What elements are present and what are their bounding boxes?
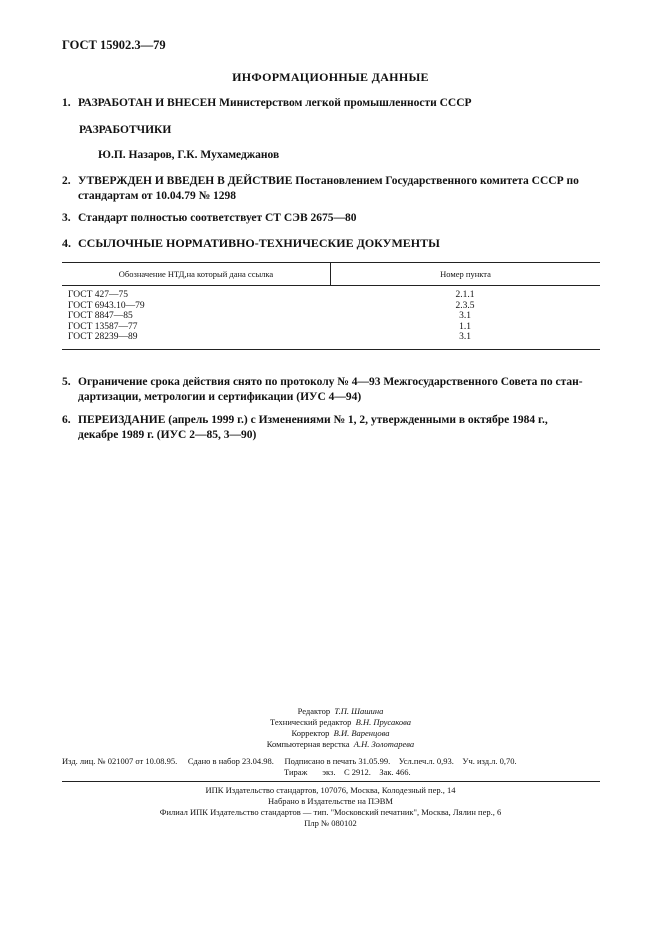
section-2 <box>62 174 602 204</box>
publisher-line: Набрано в Издательстве на ПЭВМ <box>268 796 393 806</box>
section-6-heading: ПЕРЕИЗДАНИЕ <box>78 414 166 426</box>
reference-table <box>62 262 600 350</box>
section-6 <box>62 413 602 443</box>
section-2-number: 2. <box>62 175 71 187</box>
section-4-text: ССЫЛОЧНЫЕ НОРМАТИВНО-ТЕХНИЧЕСКИЕ ДОКУМЕНТЫ <box>78 236 440 250</box>
section-4-number: 4. <box>62 236 71 250</box>
section-2-heading: УТВЕРЖДЕН И ВВЕДЕН В ДЕЙСТВИЕ <box>78 175 293 187</box>
credit-proofreader: Корректор В.И. Варенцова <box>291 728 390 738</box>
table-cell-clause: 2.1.1 <box>455 290 475 300</box>
section-6-number: 6. <box>62 414 71 426</box>
section-6-text-line2: декабре 1989 г. (ИУС 2—85, 3—90) <box>78 429 257 441</box>
publisher-line: ИПК Издательство стандартов, 107076, Москва, Колодезный пер., 14 <box>205 785 456 795</box>
imprint-line-1: Изд. лиц. № 021007 от 10.08.95. Сдано в набор 23.04.98. Подписано в печать 31.05.99. Усл.печ.л. 0,93. Уч. изд.л. 0,70. <box>62 756 517 766</box>
credit-tech-editor: Технический редактор В.Н. Прусакова <box>270 717 411 727</box>
table-col-clause <box>330 290 600 343</box>
table-cell-ntd: ГОСТ 6943.10—79 <box>68 300 145 311</box>
table-header-ntd: Обозначение НТД,на который дана ссылка <box>62 263 331 285</box>
section-2-text-line1: Постановлением Государственного комитета СССР по <box>292 175 579 187</box>
table-col-ntd <box>62 290 330 343</box>
section-6-text-line1: (апрель 1999 г.) с Изменениями № 1, 2, утвержденными в октябре 1984 г., <box>165 414 548 426</box>
table-cell-clause: 3.1 <box>459 332 471 342</box>
publisher-block <box>0 785 661 829</box>
section-5 <box>62 375 602 405</box>
developers-label: РАЗРАБОТЧИКИ <box>79 124 172 136</box>
publisher-line: Филиал ИПК Издательство стандартов — тип. "Московский печатник", Москва, Лялин пер., 6 <box>159 807 502 817</box>
section-1 <box>62 96 602 111</box>
section-5-text-line1: Ограничение срока действия снято по протоколу № 4—93 Межгосударственного Совета по стан- <box>78 376 583 388</box>
imprint-line-2: Тираж экз. С 2912. Зак. 466. <box>284 767 411 777</box>
table-header <box>62 263 600 285</box>
table-cell-ntd: ГОСТ 427—75 <box>68 290 128 300</box>
publisher-line: Плр № 080102 <box>304 818 357 828</box>
table-cell-ntd: ГОСТ 28239—89 <box>68 332 138 342</box>
section-1-number: 1. <box>62 97 71 109</box>
table-cell-ntd: ГОСТ 8847—85 <box>68 311 133 321</box>
section-3-number: 3. <box>62 212 71 224</box>
credit-layout: Компьютерная верстка А.Н. Золотарева <box>266 739 415 749</box>
section-1-text: Министерством легкой промышленности СССР <box>216 97 472 109</box>
table-header-clause: Номер пункта <box>440 269 491 279</box>
section-2-text-line2: стандартам от 10.04.79 № 1298 <box>78 190 237 202</box>
section-5-number: 5. <box>62 376 71 388</box>
section-5-text-line2: дартизации, метрологии и сертификации (ИУС 4—94) <box>78 391 362 403</box>
table-cell-clause: 1.1 <box>459 321 471 332</box>
section-1-heading: РАЗРАБОТАН И ВНЕСЕН <box>78 97 217 109</box>
credits-block <box>0 706 661 750</box>
developers-names: Ю.П. Назаров, Г.К. Мухамеджанов <box>98 149 280 161</box>
table-bottom-rule <box>62 349 600 350</box>
credit-editor: Редактор Т.П. Шашина <box>297 706 384 716</box>
section-3 <box>62 211 602 226</box>
document-header: ГОСТ 15902.3—79 <box>62 38 166 52</box>
table-cell-clause: 2.3.5 <box>455 300 475 311</box>
table-cell-ntd: ГОСТ 13587—77 <box>68 321 138 332</box>
table-body <box>62 286 600 343</box>
page-title: ИНФОРМАЦИОННЫЕ ДАННЫЕ <box>232 70 429 84</box>
section-3-text: Стандарт полностью соответствует СТ СЭВ 2675—80 <box>78 212 357 224</box>
section-4 <box>62 236 602 251</box>
table-cell-clause: 3.1 <box>459 311 471 321</box>
imprint-rule <box>62 781 600 782</box>
